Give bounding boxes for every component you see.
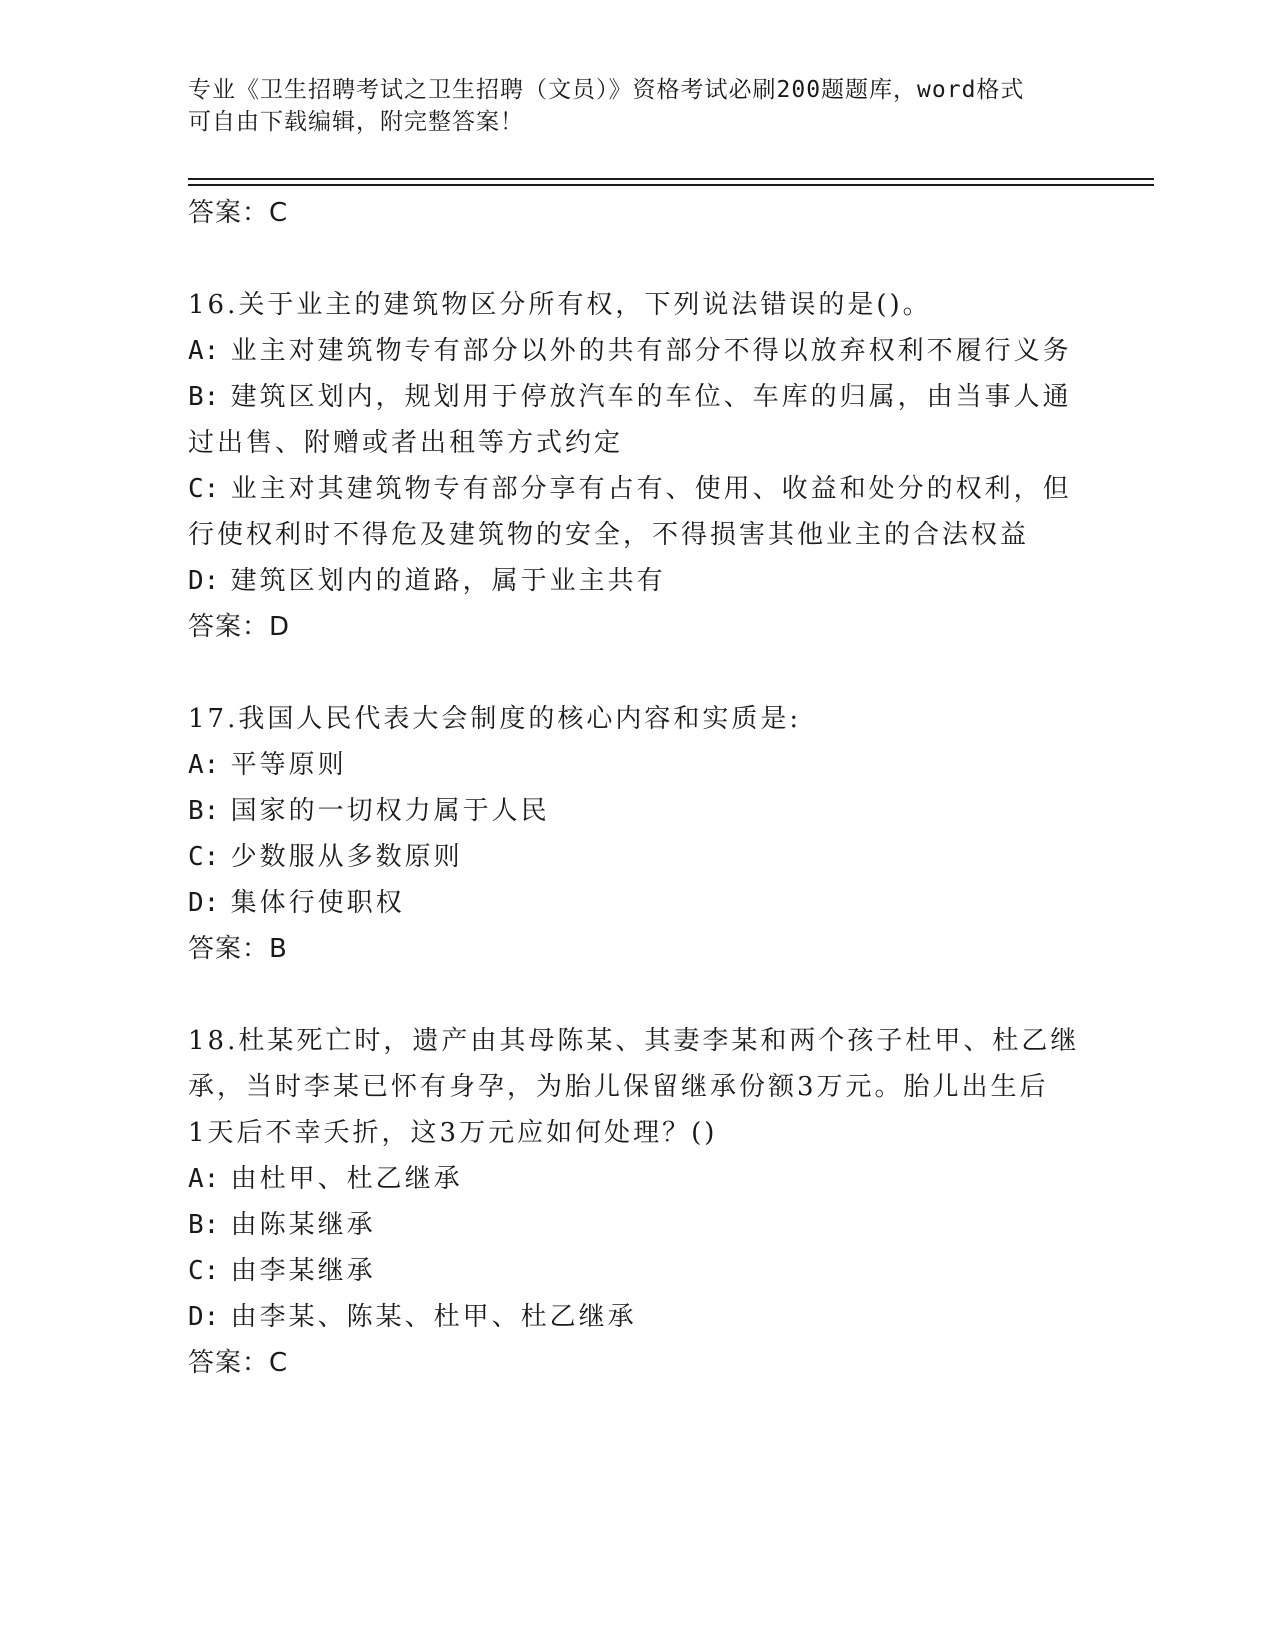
option-text: 少数服从多数原则 xyxy=(230,842,463,872)
option-letter: B: xyxy=(188,382,220,412)
option-c xyxy=(188,1248,1088,1294)
option-d xyxy=(188,1294,1088,1340)
question-stem-line: 承，当时李某已怀有身孕，为胎儿保留继承份额3万元。胎儿出生后 xyxy=(188,1072,1049,1102)
header-line-1: 专业《卫生招聘考试之卫生招聘（文员）》资格考试必刷200题题库，word格式 xyxy=(188,77,1025,103)
question-16 xyxy=(188,282,1088,650)
option-letter: B: xyxy=(188,1210,220,1240)
answer-16: 答案：D xyxy=(188,612,291,642)
option-text: 由李某、陈某、杜甲、杜乙继承 xyxy=(230,1302,637,1332)
previous-answer: 答案：C xyxy=(188,198,289,228)
option-b xyxy=(188,1202,1088,1248)
option-text: 建筑区划内，规划用于停放汽车的车位、车库的归属，由当事人通 xyxy=(230,382,1072,412)
option-letter: C: xyxy=(188,842,220,872)
option-a xyxy=(188,742,1088,788)
option-text: 由杜甲、杜乙继承 xyxy=(230,1164,463,1194)
option-letter: D: xyxy=(188,566,220,596)
option-text: 由陈某继承 xyxy=(230,1210,376,1240)
question-stem-line: 16.关于业主的建筑物区分所有权，下列说法错误的是()。 xyxy=(188,290,932,320)
option-text: 由李某继承 xyxy=(230,1256,376,1286)
option-text: 国家的一切权力属于人民 xyxy=(230,796,550,826)
answer-18: 答案：C xyxy=(188,1348,289,1378)
question-stem-line: 18.杜某死亡时，遗产由其母陈某、其妻李某和两个孩子杜甲、杜乙继 xyxy=(188,1026,1080,1056)
header-line-2: 可自由下载编辑，附完整答案！ xyxy=(188,109,524,135)
option-a xyxy=(188,1156,1088,1202)
option-letter: A: xyxy=(188,1164,220,1194)
option-c-continued: 行使权利时不得危及建筑物的安全，不得损害其他业主的合法权益 xyxy=(188,520,1030,550)
header-rule-top xyxy=(188,178,1154,180)
option-letter: A: xyxy=(188,336,220,366)
question-stem-line: 17.我国人民代表大会制度的核心内容和实质是: xyxy=(188,704,802,734)
question-stem-line: 1天后不幸夭折，这3万元应如何处理？() xyxy=(188,1118,718,1148)
option-b xyxy=(188,788,1088,834)
answer-17: 答案：B xyxy=(188,934,288,964)
option-c xyxy=(188,834,1088,880)
option-b-continued: 过出售、附赠或者出租等方式约定 xyxy=(188,428,624,458)
option-b xyxy=(188,374,1088,420)
option-text: 集体行使职权 xyxy=(230,888,405,918)
option-text: 业主对其建筑物专有部分享有占有、使用、收益和处分的权利，但 xyxy=(230,474,1072,504)
option-letter: D: xyxy=(188,888,220,918)
question-17 xyxy=(188,696,1088,972)
option-text: 平等原则 xyxy=(230,750,347,780)
question-list xyxy=(188,186,1088,1386)
option-letter: C: xyxy=(188,474,220,504)
option-c xyxy=(188,466,1088,512)
option-letter: B: xyxy=(188,796,220,826)
option-text: 业主对建筑物专有部分以外的共有部分不得以放弃权利不履行义务 xyxy=(230,336,1072,366)
option-letter: C: xyxy=(188,1256,220,1286)
page-header xyxy=(188,74,1068,138)
option-a xyxy=(188,328,1088,374)
option-text: 建筑区划内的道路，属于业主共有 xyxy=(230,566,666,596)
option-letter: A: xyxy=(188,750,220,780)
option-letter: D: xyxy=(188,1302,220,1332)
option-d xyxy=(188,558,1088,604)
question-18 xyxy=(188,1018,1088,1386)
option-d xyxy=(188,880,1088,926)
